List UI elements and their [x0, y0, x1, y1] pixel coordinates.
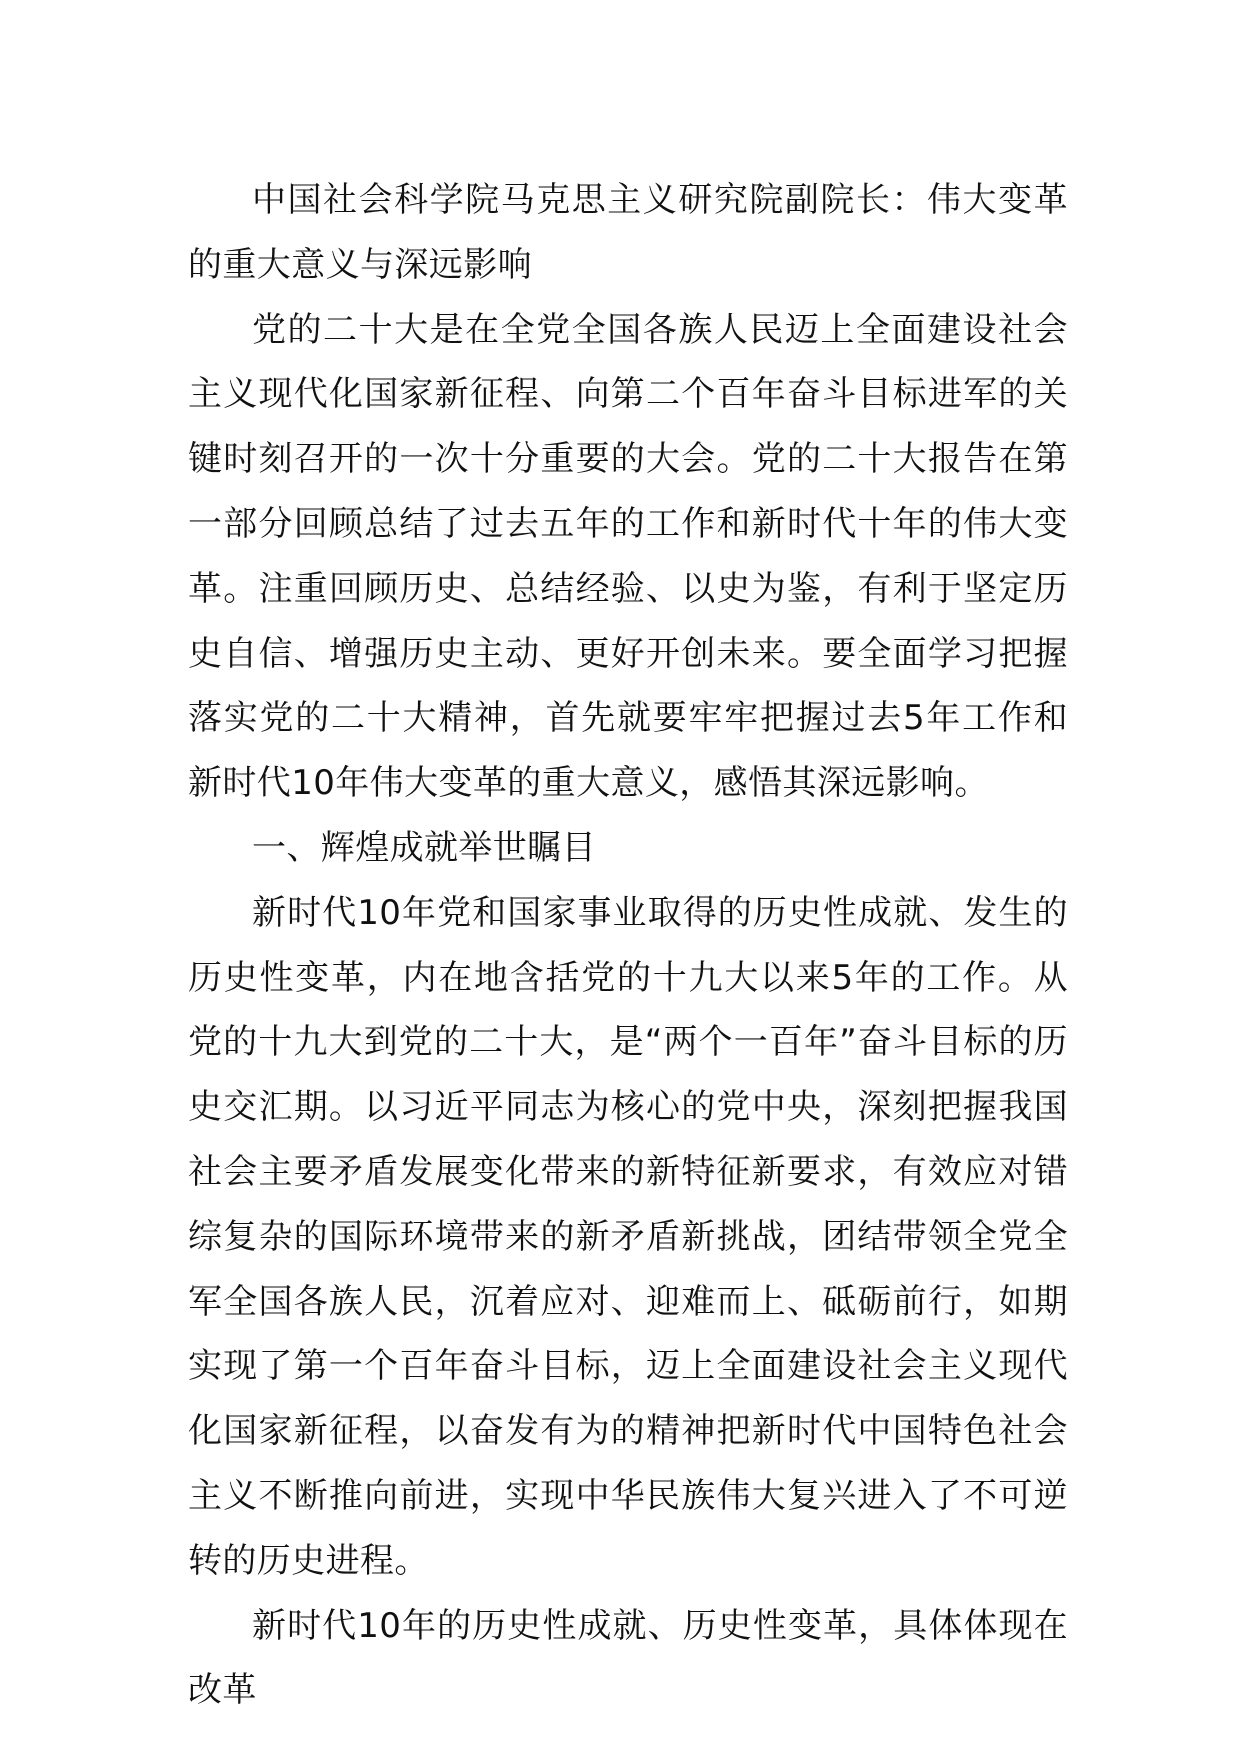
paragraph-continuation: 新时代10年的历史性成就、历史性变革，具体体现在改革	[188, 1605, 1068, 1711]
document-body	[188, 168, 1068, 1723]
paragraph-achievements: 新时代10年党和国家事业取得的历史性成就、发生的历史性变革，内在地含括党的十九大以来5年的工作。从党的十九大到党的二十大，是“两个一百年”奋斗目标的历史交汇期。以习近平同志为核心的党中央，深刻把握我国社会主要矛盾发展变化带来的新特征新要求，有效应对错综复杂的国际环境带来的新矛盾新挑战，团结带领全党全军全国各族人民，沉着应对、迎难而上、砥砺前行，如期实现了第一个百年奋斗目标，迈上全面建设社会主义现代化国家新征程，以奋发有为的精神把新时代中国特色社会主义不断推向前进，实现中华民族伟大复兴进入了不可逆转的历史进程。	[188, 892, 1068, 1581]
section-heading: 一、辉煌成就举世瞩目	[252, 827, 596, 868]
paragraph-intro: 党的二十大是在全党全国各族人民迈上全面建设社会主义现代化国家新征程、向第二个百年奋斗目标进军的关键时刻召开的一次十分重要的大会。党的二十大报告在第一部分回顾总结了过去五年的工作和新时代十年的伟大变革。注重回顾历史、总结经验、以史为鉴，有利于坚定历史自信、增强历史主动、更好开创未来。要全面学习把握落实党的二十大精神，首先就要牢牢把握过去5年工作和新时代10年伟大变革的重大意义，感悟其深远影响。	[188, 309, 1068, 804]
document-title: 中国社会科学院马克思主义研究院副院长：伟大变革的重大意义与深远影响	[188, 180, 1068, 285]
